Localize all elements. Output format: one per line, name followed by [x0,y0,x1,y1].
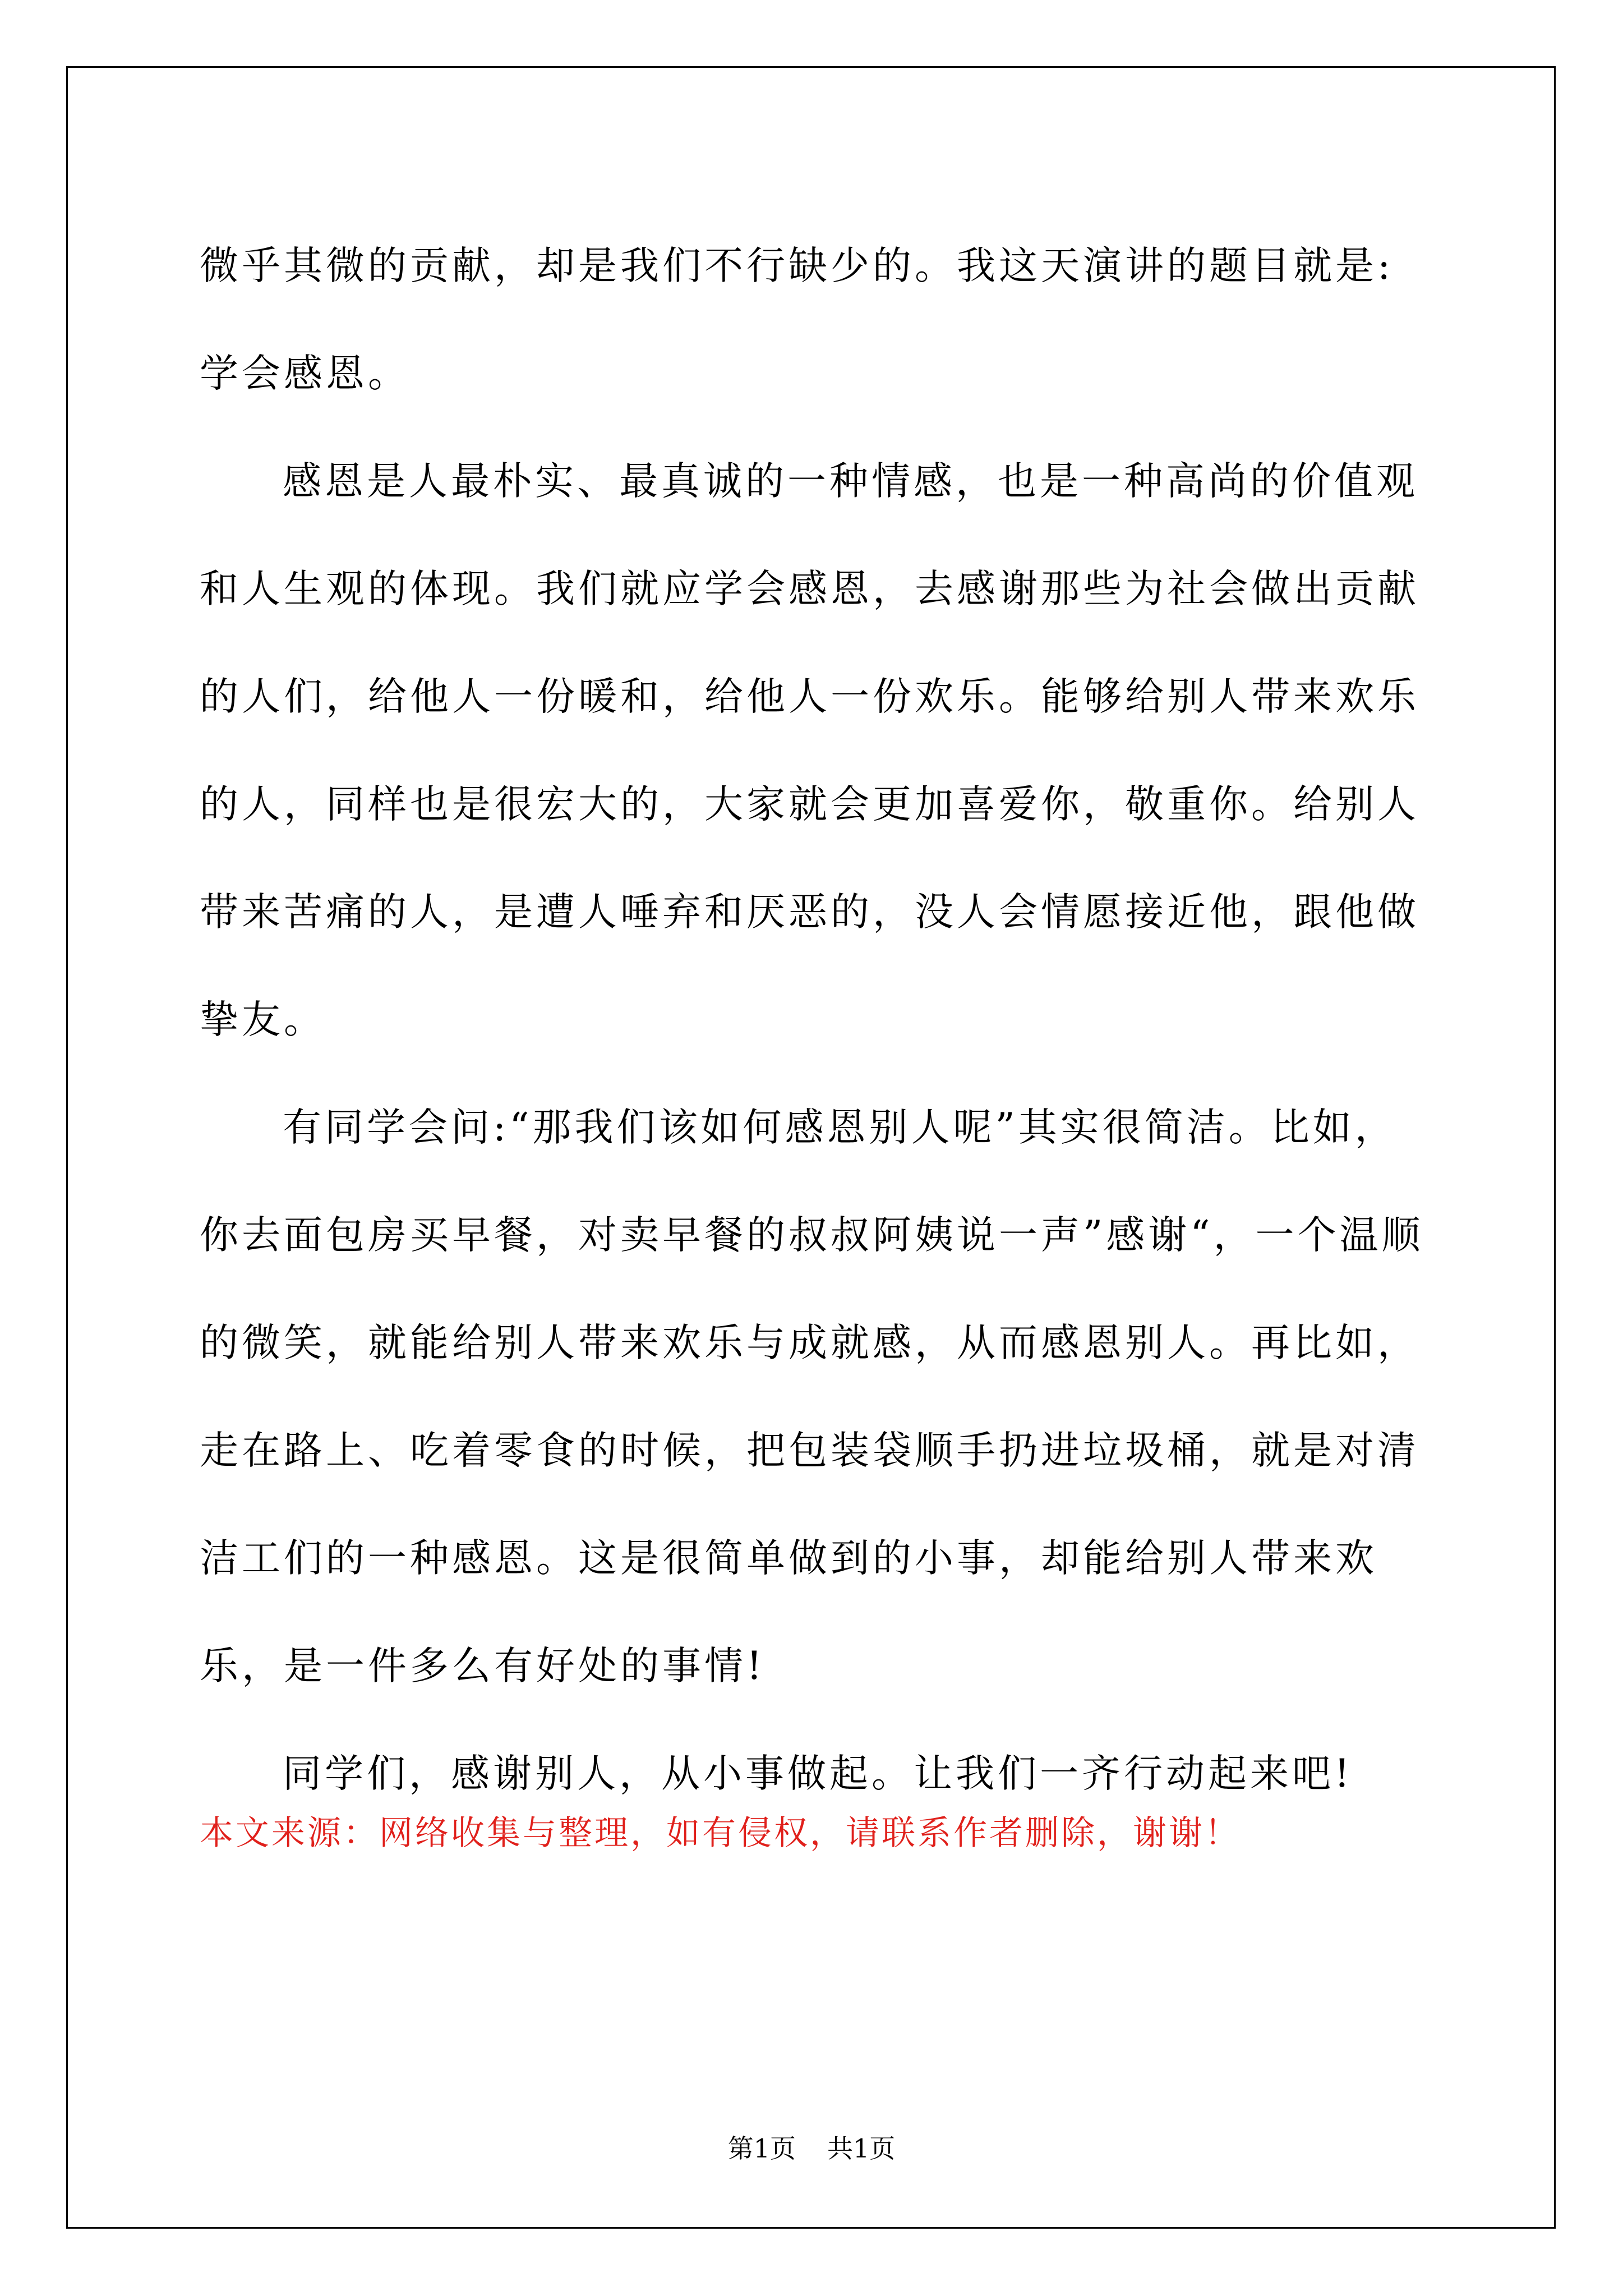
paragraph-1: 微乎其微的贡献，却是我们不行缺少的。我这天演讲的题目就是:学会感恩。 [200,243,1394,396]
document-body [200,212,1428,1828]
source-note: 本文来源：网络收集与整理，如有侵权，请联系作者删除，谢谢！ [200,1814,1241,1853]
paragraph-2: 感恩是人最朴实、最真诚的一种情感，也是一种高尚的价值观和人生观的体现。我们就应学会感恩，去感谢那些为社会做出贡献的人们，给他人一份暖和，给他人一份欢乐。能够给别人带来欢乐的人，同样也是很宏大的，大家就会更加喜爱你，敬重你。给别人带来苦痛的人，是遭人唾弃和厌恶的，没人会情愿接近他，跟他做挚友。 [200,459,1419,1042]
paragraph-4: 同学们，感谢别人，从小事做起。让我们一齐行动起来吧! [283,1751,1353,1796]
page-number: 第1页 [727,2133,796,2164]
page-footer [0,2132,1623,2165]
paragraph-3: 有同学会问:“那我们该如何感恩别人呢”其实很简洁。比如，你去面包房买早餐，对卖早餐的叔叔阿姨说一声”感谢“，一个温顺的微笑，就能给别人带来欢乐与成就感，从而感恩别人。再比如，走在路上、吃着零食的时候，把包装袋顺手扔进垃圾桶，就是对清洁工们的一种感恩。这是很简单做到的小事，却能给别人带来欢乐，是一件多么有好处的事情! [200,1105,1424,1688]
page-total: 共1页 [827,2133,896,2164]
